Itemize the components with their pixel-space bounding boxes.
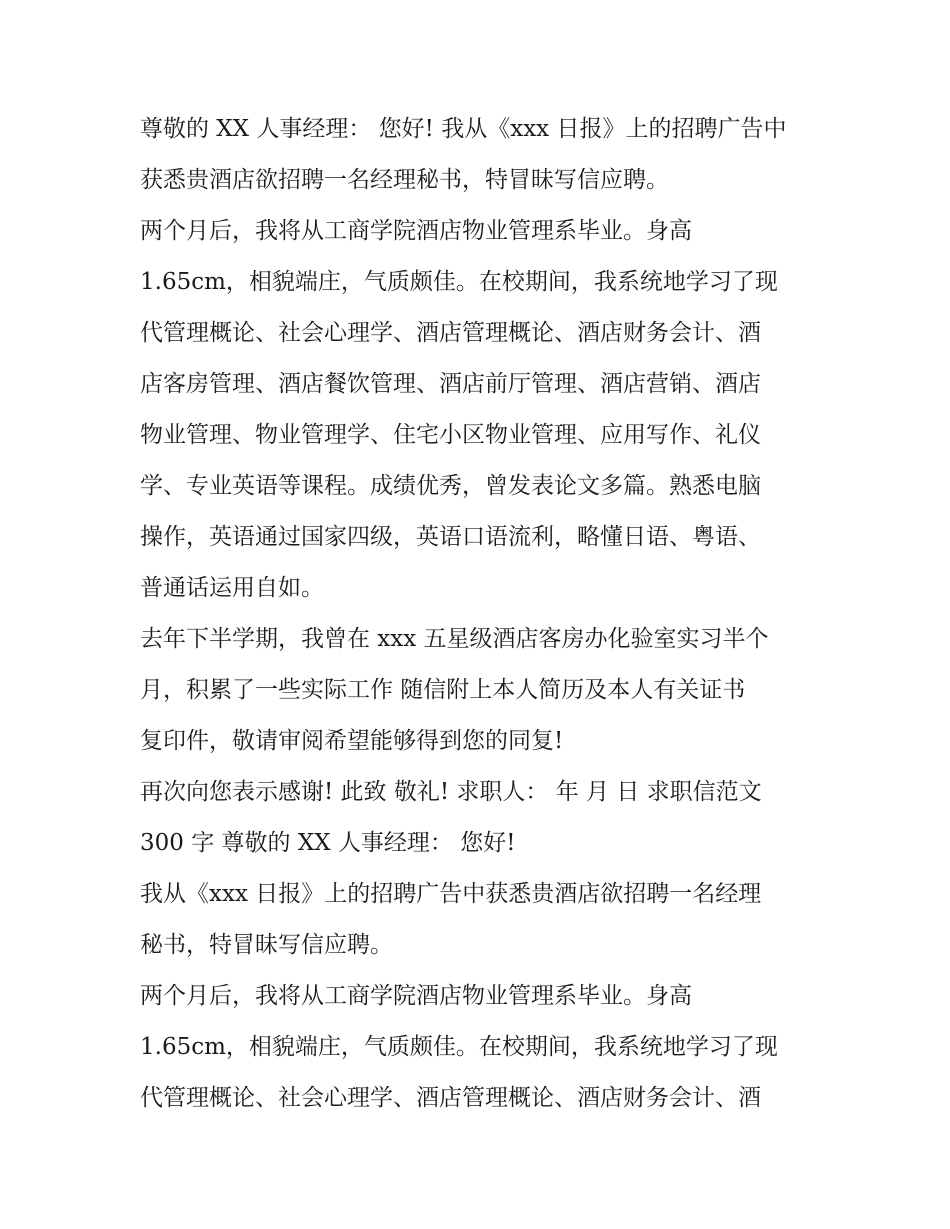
text-line: 两个月后，我将从工商学院酒店物业管理系毕业。身高 bbox=[140, 218, 692, 244]
text-line: 两个月后，我将从工商学院酒店物业管理系毕业。身高 bbox=[140, 983, 692, 1009]
text-line: 尊敬的 XX 人事经理： 您好! 我从《xxx 日报》上的招聘广告中 bbox=[140, 116, 787, 142]
text-line: 获悉贵酒店欲招聘一名经理秘书，特冒昧写信应聘。 bbox=[140, 167, 669, 193]
text-line: 1.65cm，相貌端庄，气质颇佳。在校期间，我系统地学习了现 bbox=[140, 269, 778, 295]
text-line: 复印件，敬请审阅希望能够得到您的同复! bbox=[140, 728, 564, 754]
text-line: 物业管理、物业管理学、住宅小区物业管理、应用写作、礼仪 bbox=[140, 422, 761, 448]
text-line: 去年下半学期，我曾在 xxx 五星级酒店客房办化验室实习半个 bbox=[140, 626, 769, 652]
text-line: 代管理概论、社会心理学、酒店管理概论、酒店财务会计、酒 bbox=[140, 320, 761, 346]
text-line: 300 字 尊敬的 XX 人事经理： 您好! bbox=[140, 830, 516, 856]
letter-body bbox=[140, 104, 820, 1124]
text-line: 学、专业英语等课程。成绩优秀，曾发表论文多篇。熟悉电脑 bbox=[140, 473, 761, 499]
text-line: 秘书，特冒昧写信应聘。 bbox=[140, 932, 393, 958]
text-line: 代管理概论、社会心理学、酒店管理概论、酒店财务会计、酒 bbox=[140, 1085, 761, 1111]
text-line: 1.65cm，相貌端庄，气质颇佳。在校期间，我系统地学习了现 bbox=[140, 1034, 778, 1060]
text-line: 店客房管理、酒店餐饮管理、酒店前厅管理、酒店营销、酒店 bbox=[140, 371, 761, 397]
text-line: 月，积累了一些实际工作 随信附上本人简历及本人有关证书 bbox=[140, 677, 746, 703]
text-line: 操作，英语通过国家四级，英语口语流利，略懂日语、粤语、 bbox=[140, 524, 761, 550]
text-line: 再次向您表示感谢! 此致 敬礼! 求职人： 年 月 日 求职信范文 bbox=[140, 779, 762, 805]
text-line: 普通话运用自如。 bbox=[140, 575, 324, 601]
text-line: 我从《xxx 日报》上的招聘广告中获悉贵酒店欲招聘一名经理 bbox=[140, 881, 762, 907]
